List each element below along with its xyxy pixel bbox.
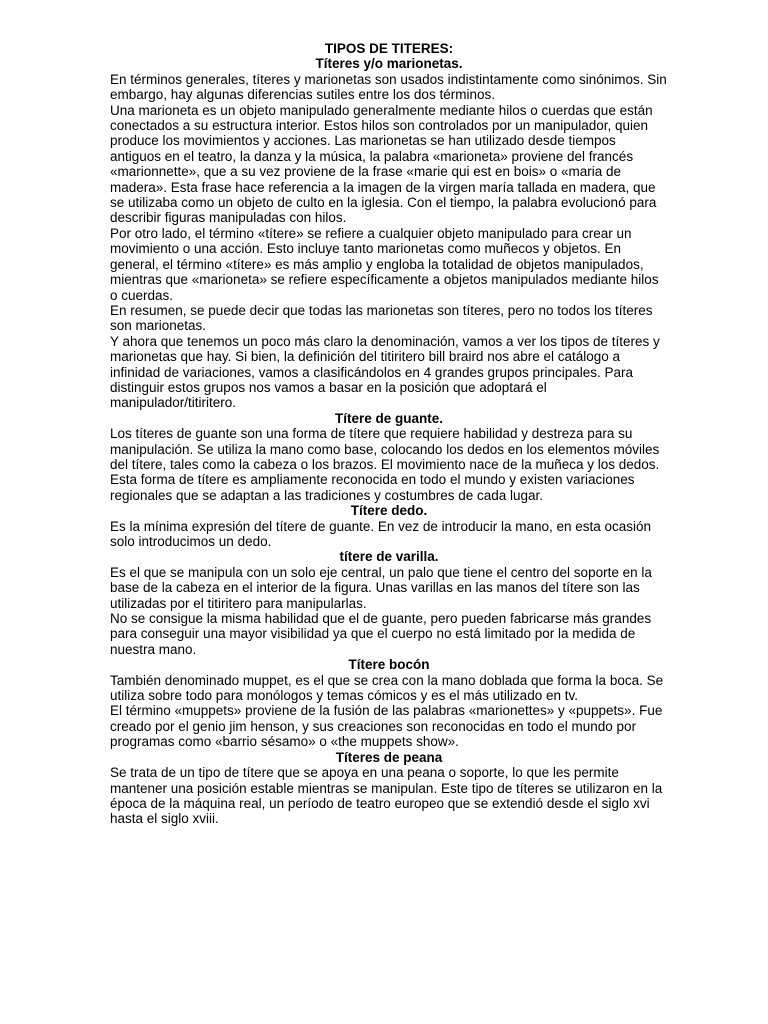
paragraph: Una marioneta es un objeto manipulado generalmente mediante hilos o cuerdas que están conectados a su estructura interior. Estos hilos son controlados por un manipulador, quien produce los movimientos y acciones. Las marionetas se han utilizado desde tiempos antiguos en el teatro, la danza y la música, la palabra «marioneta» proviene del francés «marionnette», que a su vez proviene de la frase «marie qui est en bois» o «maria de madera». Esta frase hace referencia a la imagen de la virgen maría tallada en madera, que se utilizaba como un objeto de culto en la iglesia. Con el tiempo, la palabra evolucionó para describir figuras manipuladas con hilos. (110, 102, 657, 226)
intro-section (110, 72, 668, 411)
paragraph: Por otro lado, el término «títere» se refiere a cualquier objeto manipulado para crear un movimiento o una acción. Esto incluye tanto marionetas como muñecos y objetos. En general, el término «títere» es más amplio y engloba la totalidad de objetos manipulados, mientras que «marioneta» se refiere específicamente a objetos manipulados mediante hilos o cuerdas. (110, 225, 659, 303)
paragraph: No se consigue la misma habilidad que el de guante, pero pueden fabricarse más grandes para conseguir una mayor visibilidad ya que el cuerpo no está limitado por la medida de nuestra mano. (110, 611, 652, 657)
paragraph: Esta forma de títere es ampliamente reconocida en todo el mundo y existen variaciones regionales que se adaptan a las tradiciones y costumbres de cada lugar. (110, 472, 635, 503)
paragraph: También denominado muppet, es el que se crea con la mano doblada que forma la boca. Se utiliza sobre todo para monólogos y temas cómicos y es el más utilizado en tv. (110, 672, 664, 704)
paragraph: Es el que se manipula con un solo eje central, un palo que tiene el centro del soporte en la base de la cabeza en el interior de la figura. Unas varillas en las manos del títere son las utilizadas por el titiritero para manipularlas. (110, 564, 652, 611)
paragraph: En términos generales, títeres y marionetas son usados indistintamente como sinónimos. Sin embargo, hay algunas diferencias sutiles entre los dos términos. (110, 71, 667, 103)
paragraph: En resumen, se puede decir que todas las marionetas son títeres, pero no todos los títeres son marionetas. (110, 302, 653, 334)
paragraph: Se trata de un tipo de títere que se apoya en una peana o soporte, lo que les permite mantener una posición estable mientras se manipulan. Este tipo de títeres se utilizaron en la época de la máquina real, un período de teatro europeo que se extendió desde el siglo xvi hasta el siglo xviii. (110, 765, 663, 827)
section-titere-dedo (110, 503, 668, 549)
section-heading: títere de varilla. (339, 549, 439, 565)
section-titere-de-varilla (110, 549, 668, 657)
document-subtitle: Títeres y/o marionetas. (315, 56, 463, 72)
section-titere-bocon (110, 657, 668, 749)
paragraph: Es la mínima expresión del títere de guante. En vez de introducir la mano, en esta ocasión solo introducimos un dedo. (110, 518, 652, 549)
section-heading: Títere de guante. (334, 410, 444, 426)
section-heading: Títeres de peana (335, 749, 443, 765)
section-titere-de-guante (110, 411, 668, 503)
section-heading: Títere dedo. (350, 503, 428, 519)
document-title: TIPOS DE TITERES: (324, 41, 454, 56)
paragraph: Y ahora que tenemos un poco más claro la denominación, vamos a ver los tipos de títeres y marionetas que hay. Si bien, la definición del titiritero bill braird nos abre el catálogo a infinidad de variaciones, vamos a clasificándolos en 4 grandes grupos principales. Para distinguir estos grupos nos vamos a basar en la posición que adoptará el manipulador/titiritero. (110, 333, 660, 411)
paragraph: Los títeres de guante son una forma de títere que requiere habilidad y destreza para su manipulación. Se utiliza la mano como base, colocando los dedos en los elementos móviles del títere, tales como la cabeza o los brazos. El movimiento nace de la muñeca y los dedos. (110, 426, 660, 472)
section-titeres-de-peana (110, 750, 668, 827)
section-heading: Títere bocón (348, 657, 430, 673)
paragraph: El término «muppets» proviene de la fusión de las palabras «marionettes» y «puppets». Fue creado por el genio jim henson, y sus creaciones son reconocidas en todo el mundo por programas como «barrio sésamo» o «the muppets show». (110, 703, 663, 750)
